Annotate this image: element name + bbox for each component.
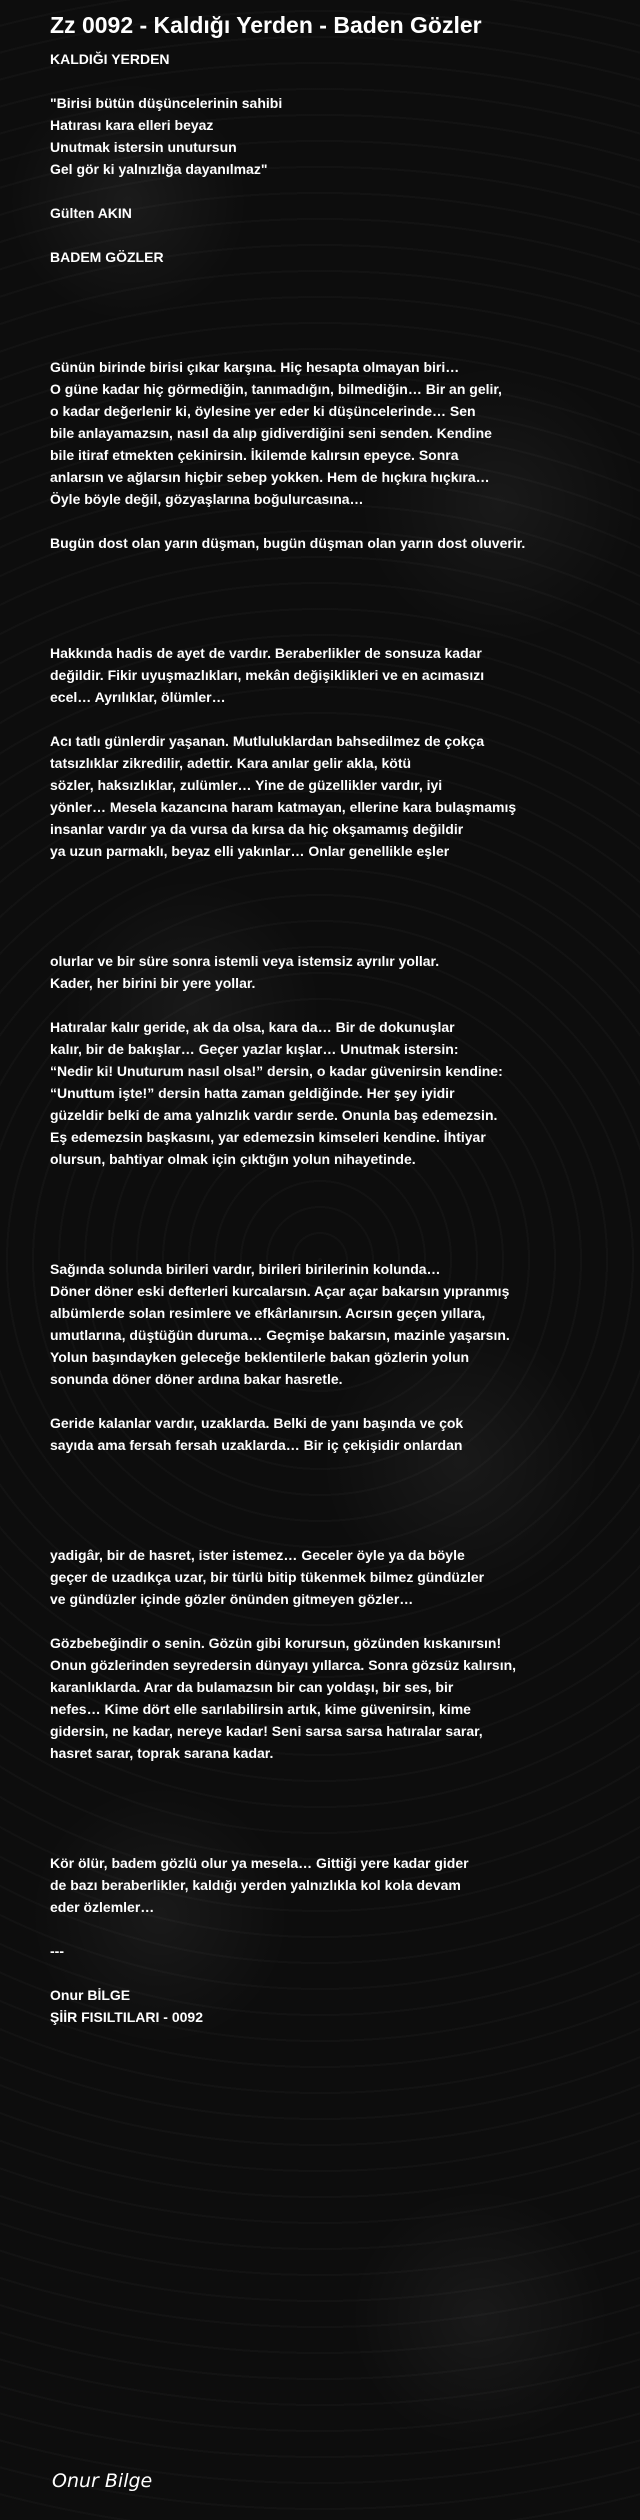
poem-line: Yolun başındayken geleceğe beklentilerle bakan gözlerin yolun	[50, 1349, 470, 1365]
blank-line	[50, 1236, 625, 1258]
blank-line	[50, 1170, 625, 1192]
blank-line	[50, 1500, 625, 1522]
blank-line	[50, 224, 625, 246]
blank-line	[50, 268, 625, 290]
poem-line: Öyle böyle değil, gözyaşlarına boğulurcasına…	[50, 491, 364, 507]
author-signature: Onur Bilge	[52, 2470, 153, 2492]
poem-line: Onur BİLGE	[50, 1987, 131, 2003]
poem-line: nefes… Kime dört elle sarılabilirsin artık, kime güvenirsin, kime	[50, 1701, 471, 1717]
poem-line: bile anlayamazsın, nasıl da alıp gidiverdiğini seni senden. Kendine	[50, 425, 492, 441]
poem-line: tatsızlıklar zikredilir, adettir. Kara anılar gelir akla, kötü	[50, 755, 412, 771]
poem-line: albümlerde solan resimlere ve efkârlanırsın. Acırsın geçen yıllara,	[50, 1305, 486, 1321]
blank-line	[50, 1478, 625, 1500]
blank-line	[50, 620, 625, 642]
poem-line: yadigâr, bir de hasret, ister istemez… Geceler öyle ya da böyle	[50, 1547, 465, 1563]
blank-line	[50, 1192, 625, 1214]
poem-line: ve gündüzler içinde gözler önünden gitmeyen gözler…	[50, 1591, 414, 1607]
blank-line	[50, 1390, 625, 1412]
blank-line	[50, 994, 625, 1016]
poem-line: Gülten AKIN	[50, 205, 132, 221]
blank-line	[50, 928, 625, 950]
blank-line	[50, 510, 625, 532]
blank-line	[50, 180, 625, 202]
blank-line	[50, 1456, 625, 1478]
poem-line: Sağında solunda birileri vardır, birileri birilerinin kolunda…	[50, 1261, 441, 1277]
poem-line: Döner döner eski defterleri kurcalarsın. Açar açar bakarsın yıpranmış	[50, 1283, 510, 1299]
poem-line: de bazı beraberlikler, kaldığı yerden yalnızlıkla kol kola devam	[50, 1877, 461, 1893]
poem-body	[50, 48, 625, 2028]
poem-line: O güne kadar hiç görmediğin, tanımadığın, bilmediğin… Bir an gelir,	[50, 381, 502, 397]
poem-line: Unutmak istersin unutursun	[50, 139, 237, 155]
poem-line: değildir. Fikir uyuşmazlıkları, mekân değişiklikleri ve en acımasızı	[50, 667, 485, 683]
poem-line: ecel… Ayrılıklar, ölümler…	[50, 689, 226, 705]
poem-line: olurlar ve bir süre sonra istemli veya istemsiz ayrılır yollar.	[50, 953, 440, 969]
blank-line	[50, 1522, 625, 1544]
poem-line: Acı tatlı günlerdir yaşanan. Mutluluklardan bahsedilmez de çokça	[50, 733, 485, 749]
blank-line	[50, 884, 625, 906]
blank-line	[50, 1918, 625, 1940]
poem-page	[50, 10, 625, 2028]
poem-line: “Unuttum işte!” dersin hatta zaman geldiğinde. Her şey iyidir	[50, 1085, 455, 1101]
poem-line: ŞİİR FISILTILARI - 0092	[50, 2009, 203, 2025]
poem-line: ya uzun parmaklı, beyaz elli yakınlar… Onlar genellikle eşler	[50, 843, 450, 859]
blank-line	[50, 290, 625, 312]
poem-line: Hakkında hadis de ayet de vardır. Beraberlikler de sonsuza kadar	[50, 645, 482, 661]
poem-line: Bugün dost olan yarın düşman, bugün düşman olan yarın dost oluverir.	[50, 535, 526, 551]
poem-line: sayıda ama fersah fersah uzaklarda… Bir iç çekişidir onlardan	[50, 1437, 463, 1453]
poem-line: Eş edemezsin başkasını, yar edemezsin kimseleri kendine. İhtiyar	[50, 1129, 486, 1145]
blank-line	[50, 1764, 625, 1786]
blank-line	[50, 1610, 625, 1632]
poem-line: bile itiraf etmekten çekinirsin. İkilemde kalırsın epeyce. Sonra	[50, 447, 459, 463]
poem-line: geçer de uzadıkça uzar, bir türlü bitip tükenmek bilmez gündüzler	[50, 1569, 485, 1585]
poem-line: güzeldir belki de ama yalnızlık vardır serde. Onunla baş edemezsin.	[50, 1107, 498, 1123]
page-title: Zz 0092 - Kaldığı Yerden - Baden Gözler	[50, 12, 482, 38]
blank-line	[50, 1214, 625, 1236]
poem-line: BADEM GÖZLER	[50, 249, 164, 265]
poem-line: yönler… Mesela kazancına haram katmayan, ellerine kara bulaşmamış	[50, 799, 517, 815]
blank-line	[50, 312, 625, 334]
poem-line: olursun, bahtiyar olmak için çıktığın yolun nihayetinde.	[50, 1151, 416, 1167]
poem-line: KALDIĞI YERDEN	[50, 51, 170, 67]
blank-line	[50, 862, 625, 884]
poem-line: “Nedir ki! Unuturum nasıl olsa!” dersin, o kadar güvenirsin kendine:	[50, 1063, 503, 1079]
poem-line: Günün birinde birisi çıkar karşına. Hiç hesapta olmayan biri…	[50, 359, 460, 375]
poem-line: Kör ölür, badem gözlü olur ya mesela… Gittiği yere kadar gider	[50, 1855, 469, 1871]
poem-line: Gel gör ki yalnızlığa dayanılmaz"	[50, 161, 268, 177]
blank-line	[50, 554, 625, 576]
blank-line	[50, 1786, 625, 1808]
poem-line: eder özlemler…	[50, 1899, 155, 1915]
blank-line	[50, 598, 625, 620]
poem-line: kalır, bir de bakışlar… Geçer yazlar kışlar… Unutmak istersin:	[50, 1041, 459, 1057]
poem-line: karanlıklarda. Arar da bulamazsın bir can yoldaşı, bir ses, bir	[50, 1679, 454, 1695]
poem-line: hasret sarar, toprak sarana kadar.	[50, 1745, 274, 1761]
blank-line	[50, 334, 625, 356]
blank-line	[50, 70, 625, 92]
poem-line: Hatıralar kalır geride, ak da olsa, kara da… Bir de dokunuşlar	[50, 1019, 455, 1035]
blank-line	[50, 1808, 625, 1830]
poem-line: gidersin, ne kadar, nereye kadar! Seni sarsa sarsa hatıralar sarar,	[50, 1723, 483, 1739]
blank-line	[50, 576, 625, 598]
poem-line: Onun gözlerinden seyredersin dünyayı yıllarca. Sonra gözsüz kalırsın,	[50, 1657, 517, 1673]
blank-line	[50, 906, 625, 928]
poem-line: insanlar vardır ya da vursa da kırsa da hiç okşamamış değildir	[50, 821, 464, 837]
poem-line: umutlarına, düştüğün duruma… Geçmişe bakarsın, mazinle yaşarsın.	[50, 1327, 510, 1343]
poem-line: Gözbebeğindir o senin. Gözün gibi korursun, gözünden kıskanırsın!	[50, 1635, 502, 1651]
blank-line	[50, 708, 625, 730]
poem-line: "Birisi bütün düşüncelerinin sahibi	[50, 95, 283, 111]
poem-line: Hatırası kara elleri beyaz	[50, 117, 214, 133]
poem-line: anlarsın ve ağlarsın hiçbir sebep yokken. Hem de hıçkıra hıçkıra…	[50, 469, 490, 485]
blank-line	[50, 1830, 625, 1852]
blank-line	[50, 1962, 625, 1984]
poem-line: sözler, haksızlıklar, zulümler… Yine de güzellikler vardır, iyi	[50, 777, 443, 793]
poem-line: Geride kalanlar vardır, uzaklarda. Belki de yanı başında ve çok	[50, 1415, 464, 1431]
poem-line: o kadar değerlenir ki, öylesine yer eder ki düşüncelerinde… Sen	[50, 403, 476, 419]
poem-line: ---	[50, 1943, 64, 1959]
poem-line: Kader, her birini bir yere yollar.	[50, 975, 256, 991]
poem-line: sonunda döner döner ardına bakar hasretle.	[50, 1371, 343, 1387]
